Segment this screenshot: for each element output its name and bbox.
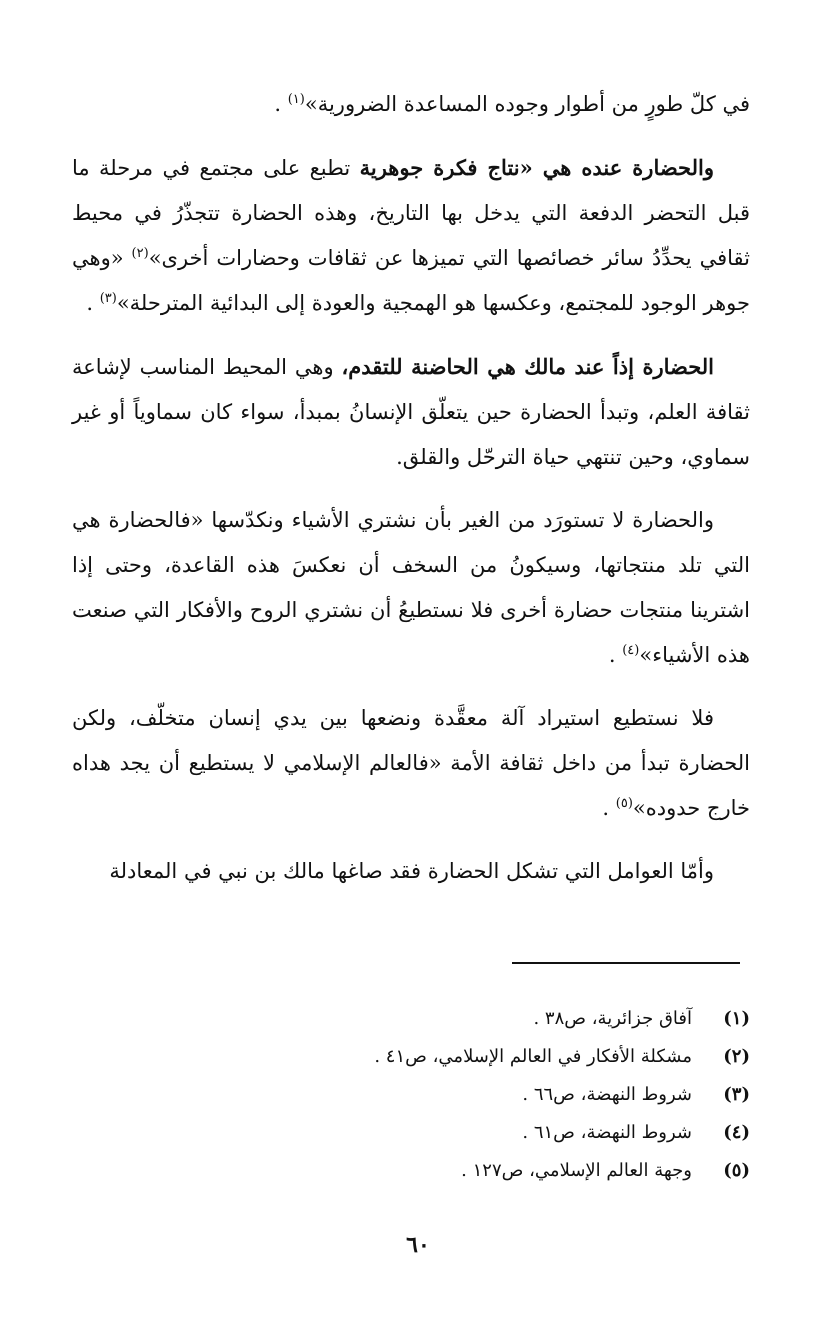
- footnote-text: شروط النهضة، ص٦١ .: [522, 1122, 692, 1143]
- footnote-marker: (٥): [615, 796, 633, 811]
- paragraph: [72, 498, 750, 678]
- paragraph: [72, 145, 750, 326]
- body-text-run: .: [608, 643, 623, 667]
- body-text-run: فلا نستطيع استيراد آلة معقَّدة ونضعها بين يدي إنسان متخلّف، ولكن الحضارة تبدأ من داخل ثقافة الأمة «فالعالم الإسلامي لا يستطيع أن يجد هداه خارج حدوده»: [72, 706, 750, 820]
- footnote-marker: (٣): [99, 291, 117, 306]
- footnote-item: [72, 1114, 750, 1152]
- body-text-run: .: [602, 796, 616, 820]
- body-text-run: والحضارة لا تستورَد من الغير بأن نشتري الأشياء ونكدّسها «فالحضارة هي التي تلد منتجاتها، وسيكونُ من السخف أن نعكسَ هذه القاعدة، وحتى إذا اشترينا منتجات حضارة أخرى فلا نستطيعُ أن نشتري الروح والأفكار التي صنعت هذه الأشياء»: [72, 508, 750, 667]
- footnote-number: (١): [723, 1008, 750, 1029]
- footnote-number: (٤): [723, 1122, 750, 1143]
- body-text-run: في كلّ طورٍ من أطوار وجوده المساعدة الضرورية»: [304, 92, 750, 116]
- footnote-item: [72, 1038, 750, 1076]
- footnote-number: (٥): [723, 1160, 750, 1181]
- body-text-run: وأمّا العوامل التي تشكل الحضارة فقد صاغها مالك بن نبي في المعادلة: [109, 859, 714, 883]
- paragraph: [72, 696, 750, 831]
- footnote-item: [72, 1152, 750, 1190]
- body-text-run: .: [274, 92, 288, 116]
- body-text-run: تطبع على مجتمع في مرحلة ما قبل التحضر الدفعة التي يدخل بها التاريخ، وهذه الحضارة تتجذّرُ في محيط ثقافي يحدِّدُ سائر خصائصها التي تميزها عن ثقافات وحضارات أخرى»: [72, 156, 750, 270]
- paragraph: [72, 82, 750, 127]
- body-text-run: وهي المحيط المناسب لإشاعة ثقافة العلم، وتبدأ الحضارة حين يتعلّق الإنسانُ بمبدأ، سواء كان سماوياً أو غير سماوي، وحين تنتهي حياة الترحّل والقلق.: [72, 355, 750, 469]
- page-number: ٦٠: [406, 1232, 430, 1258]
- footnote-item: [72, 1000, 750, 1038]
- emphasis-text: الحضارة إذاً عند مالك هي الحاضنة للتقدم،: [341, 354, 714, 379]
- footnote-marker: (١): [287, 92, 305, 107]
- footnote-number: (٣): [723, 1084, 750, 1105]
- footnotes: [72, 1000, 750, 1190]
- footnote-text: شروط النهضة، ص٦٦ .: [522, 1084, 692, 1105]
- footnote-marker: (٢): [131, 246, 149, 261]
- paragraph: [72, 344, 750, 480]
- body-text-run: «وهي جوهر الوجود للمجتمع، وعكسها هو الهمجية والعودة إلى البدائية المترحلة»: [72, 246, 750, 315]
- body-text-run: .: [86, 291, 100, 315]
- footnote-number: (٢): [723, 1046, 750, 1067]
- paragraph: [72, 849, 750, 894]
- footnote-text: مشكلة الأفكار في العالم الإسلامي، ص٤١ .: [374, 1046, 692, 1067]
- body-text: [72, 82, 750, 912]
- footnote-text: وجهة العالم الإسلامي، ص١٢٧ .: [461, 1160, 692, 1181]
- footnote-text: آفاق جزائرية، ص٣٨ .: [533, 1008, 692, 1029]
- footnote-separator: [512, 962, 740, 964]
- emphasis-text: والحضارة عنده هي «نتاج فكرة جوهرية: [359, 155, 714, 180]
- footnote-marker: (٤): [622, 643, 640, 658]
- footnote-item: [72, 1076, 750, 1114]
